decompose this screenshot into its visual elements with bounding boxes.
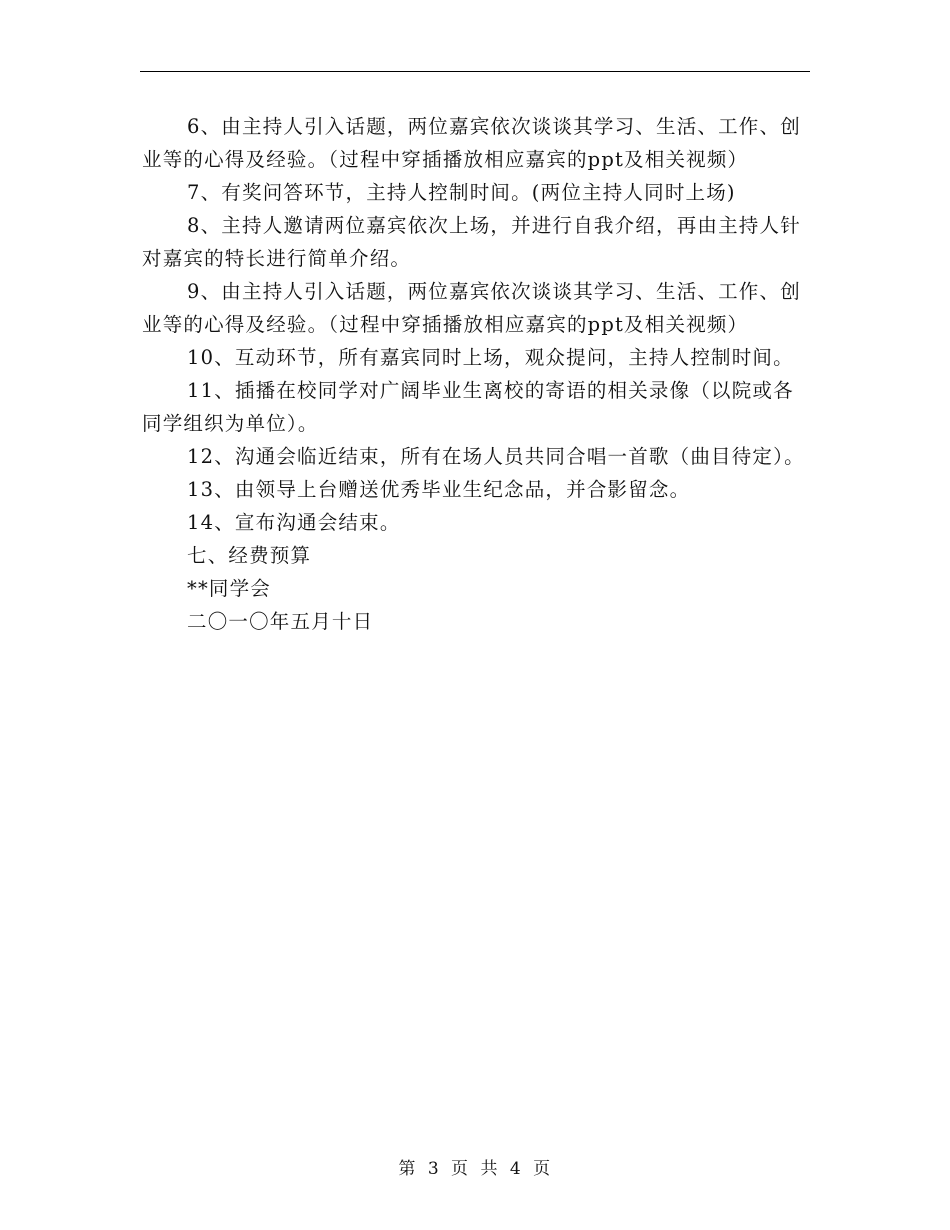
paragraph-item-11: 11、插播在校同学对广阔毕业生离校的寄语的相关录像（以院或各同学组织为单位）。: [142, 379, 794, 435]
document-body: [142, 110, 810, 638]
page-number-footer: 第 3 页 共 4 页: [398, 1159, 552, 1179]
signature-date: 二〇一〇年五月十日: [187, 610, 374, 633]
paragraph-item-13: 13、由领导上台赠送优秀毕业生纪念品，并合影留念。: [187, 478, 691, 501]
paragraph-item-8: 8、主持人邀请两位嘉宾依次上场，并进行自我介绍，再由主持人针对嘉宾的特长进行简单介绍。: [142, 214, 801, 270]
signature-organization: **同学会: [187, 577, 272, 600]
paragraph-item-12: 12、沟通会临近结束，所有在场人员共同合唱一首歌（曲目待定）。: [187, 445, 805, 468]
paragraph-item-14: 14、宣布沟通会结束。: [187, 511, 401, 534]
header-rule: [140, 71, 810, 72]
paragraph-item-7: 7、有奖问答环节，主持人控制时间。(两位主持人同时上场): [187, 181, 736, 204]
section-heading-budget: 七、经费预算: [187, 544, 312, 567]
paragraph-item-10: 10、互动环节，所有嘉宾同时上场，观众提问，主持人控制时间。: [187, 346, 794, 369]
paragraph-item-6: 6、由主持人引入话题，两位嘉宾依次谈谈其学习、生活、工作、创业等的心得及经验。（过程中穿插播放相应嘉宾的ppt及相关视频）: [142, 115, 801, 171]
paragraph-item-9: 9、由主持人引入话题，两位嘉宾依次谈谈其学习、生活、工作、创业等的心得及经验。（过程中穿插播放相应嘉宾的ppt及相关视频）: [142, 280, 801, 336]
